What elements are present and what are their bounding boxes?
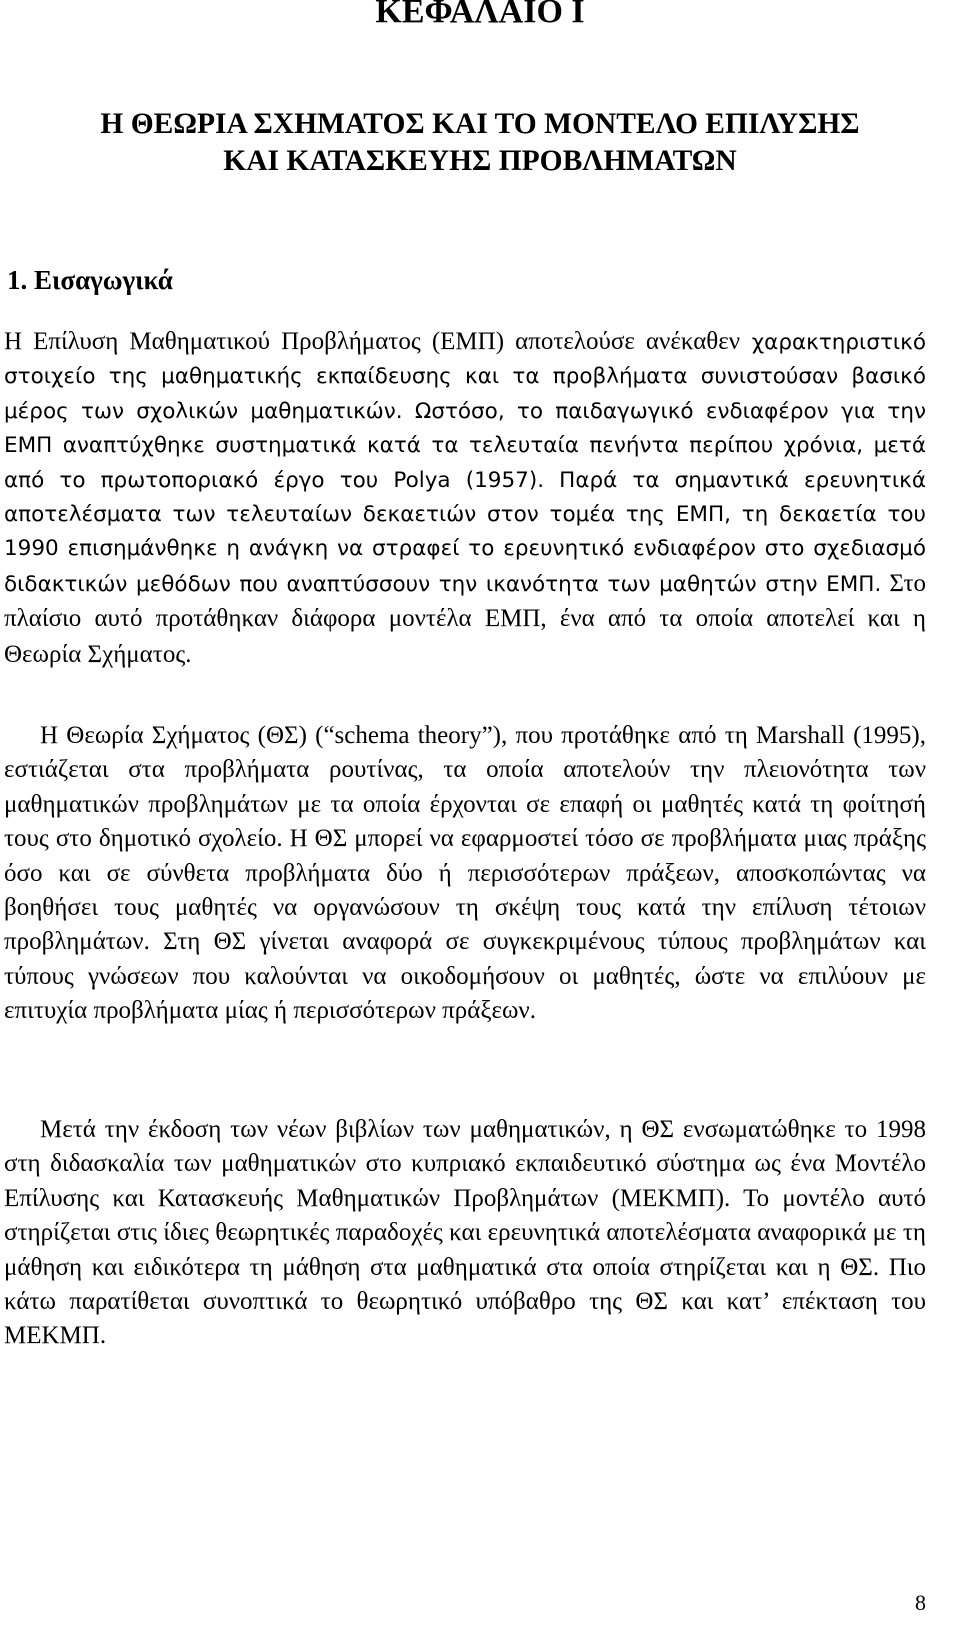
document-title-line-1: Η ΘΕΩΡΙΑ ΣΧΗΜΑΤΟΣ ΚΑΙ ΤΟ ΜΟΝΤΕΛΟ ΕΠΙΛΥΣΗΣ [100, 108, 860, 140]
page-number: 8 [915, 1590, 926, 1615]
paragraph-introduction [4, 325, 926, 673]
section-heading: 1. Εισαγωγικά [7, 265, 173, 295]
chapter-title: ΚΕΦΑΛΑΙΟ Ι [375, 0, 585, 30]
paragraph-introduction-tail: Στο πλαίσιο αυτό προτάθηκαν διάφορα μοντέλα ΕΜΠ, ένα από τα οποία αποτελεί και η Θεωρία Σχήματος. [4, 569, 926, 668]
paragraph-introduction-lead: Η Επίλυση Μαθηματικού Προβλήματος (ΕΜΠ) αποτελούσε ανέκαθεν [4, 328, 741, 355]
paragraph-schema-theory: Η Θεωρία Σχήματος (ΘΣ) (“schema theory”), που προτάθηκε από τη Marshall (1995), εστιάζεται στα προβλήματα ρουτίνας, τα οποία αποτελούν την πλειονότητα των μαθηματικών προβλημάτων με τα οποία έρχονται σε επαφή οι μαθητές κατά τη φοίτησή τους στο δημοτικό σχολείο. Η ΘΣ μπορεί να εφαρμοστεί τόσο σε προβλήματα μιας πράξης όσο και σε σύνθετα προβλήματα δύο ή περισσότερων πράξεων, αποσκοπώντας να βοηθήσει τους μαθητές να οργανώσουν τη σκέψη τους κατά την επίλυση τέτοιων προβλημάτων. Στη ΘΣ γίνεται αναφορά σε συγκεκριμένους τύπους προβλημάτων και τύπους γνώσεων που καλούνται να οικοδομήσουν οι μαθητές, ώστε να επιλύουν με επιτυχία προβλήματα μίας ή περισσότερων πράξεων. [4, 722, 926, 1025]
paragraph-introduction-body: χαρακτηριστικό στοιχείο της μαθηματικής εκπαίδευσης και τα προβλήματα συνιστούσαν βασικό μέρος των σχολικών μαθηματικών. Ωστόσο, το παιδαγωγικό ενδιαφέρον για την ΕΜΠ αναπτύχθηκε συστηματικά κατά τα τελευταία πενήντα περίπου χρόνια, μετά από το πρωτοποριακό έργο του Polya (1957). Παρά τα σημαντικά ερευνητικά αποτελέσματα των τελευταίων δεκαετιών στον τομέα της ΕΜΠ, τη δεκαετία του 1990 επισημάνθηκε η ανάγκη να στραφεί το ερευνητικό ενδιαφέρον στο σχεδιασμό διδακτικών μεθόδων που αναπτύσσουν την ικανότητα των μαθητών στην ΕΜΠ. [4, 330, 926, 597]
document-title [0, 106, 960, 180]
paragraph-mekmp: Μετά την έκδοση των νέων βιβλίων των μαθηματικών, η ΘΣ ενσωματώθηκε το 1998 στη διδασκαλία των μαθηματικών στο κυπριακό εκπαιδευτικό σύστημα ως ένα Μοντέλο Επίλυσης και Κατασκευής Μαθηματικών Προβλημάτων (ΜΕΚΜΠ). Το μοντέλο αυτό στηρίζεται στις ίδιες θεωρητικές παραδοχές και ερευνητικά αποτελέσματα αναφορικά με τη μάθηση και ειδικότερα τη μάθηση στα μαθηματικά στα οποία στηρίζεται και η ΘΣ. Πιο κάτω παρατίθεται συνοπτικά το θεωρητικό υπόβαθρο της ΘΣ και κατ’ επέκταση του ΜΕΚΜΠ. [4, 1116, 926, 1350]
document-title-line-2: ΚΑΙ ΚΑΤΑΣΚΕΥΗΣ ΠΡΟΒΛΗΜΑΤΩΝ [223, 145, 737, 177]
